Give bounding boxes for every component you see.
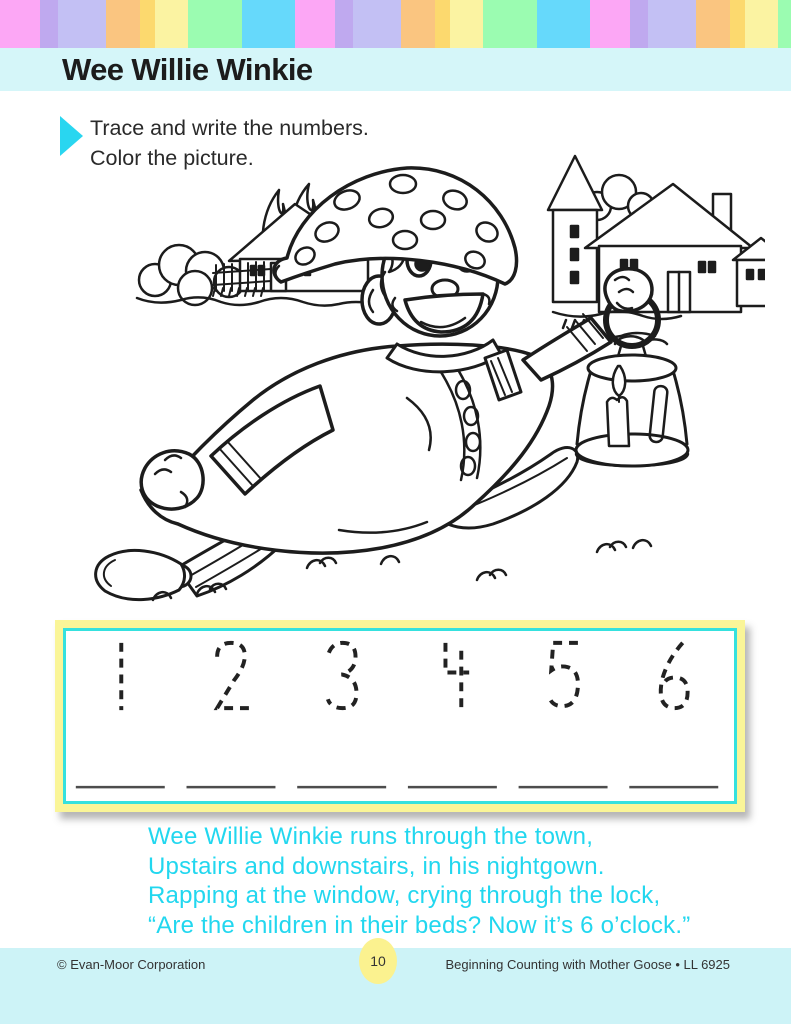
book-title-text: Beginning Counting with Mother Goose • LL 6925 xyxy=(445,957,730,972)
trace-number-3[interactable] xyxy=(328,643,357,708)
pastel-stripe-banner xyxy=(0,0,791,48)
church-tower xyxy=(548,156,602,302)
copyright-text: © Evan-Moor Corporation xyxy=(57,957,206,972)
instruction-line-1: Trace and write the numbers. xyxy=(90,116,369,140)
instruction-line-2: Color the picture. xyxy=(90,146,254,170)
page-number-badge xyxy=(359,938,397,984)
trace-box-inner xyxy=(63,628,737,804)
footer-bar xyxy=(0,948,791,1024)
title-bar xyxy=(0,48,791,91)
rhyme-line-4: “Are the children in their beds? Now it’s 6 o’clock.” xyxy=(148,911,691,939)
bullet-triangle-icon xyxy=(60,116,83,156)
rhyme-line-1: Wee Willie Winkie runs through the town, xyxy=(148,823,594,850)
page-title: Wee Willie Winkie xyxy=(62,52,313,87)
left-ground-line xyxy=(137,297,375,305)
page-number: 10 xyxy=(370,953,386,969)
rhyme-block xyxy=(148,822,690,940)
coloring-illustration[interactable] xyxy=(85,148,765,618)
trace-number-6[interactable] xyxy=(661,643,688,708)
rhyme-line-3: Rapping at the window, crying through the lock, xyxy=(148,882,661,909)
rhyme-line-2: Upstairs and downstairs, in his nightgown. xyxy=(148,852,605,880)
trace-box xyxy=(55,620,745,812)
trace-number-4[interactable] xyxy=(445,643,469,710)
trace-numbers-canvas xyxy=(66,631,734,801)
trace-number-2[interactable] xyxy=(217,643,250,708)
trace-number-5[interactable] xyxy=(549,643,578,706)
